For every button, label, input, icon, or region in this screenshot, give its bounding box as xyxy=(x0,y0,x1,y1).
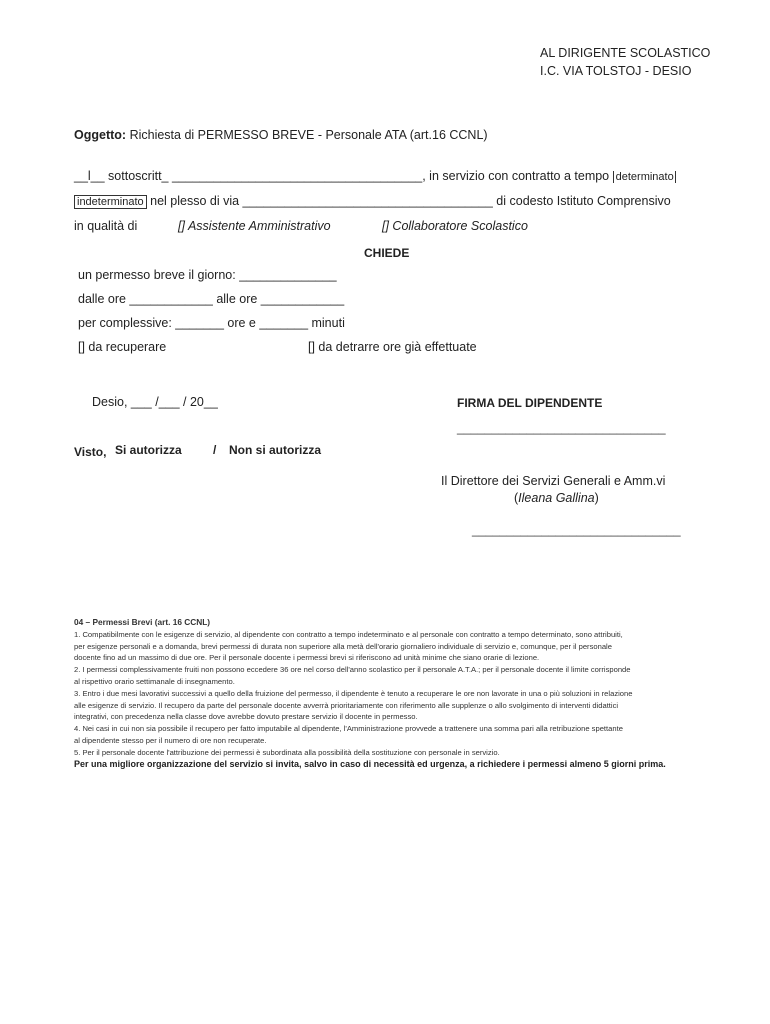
body-line-2 xyxy=(74,194,671,208)
subject-label: Oggetto: xyxy=(74,128,127,142)
body-line-1 xyxy=(74,169,676,183)
slash-separator: / xyxy=(213,443,217,457)
complessive-field[interactable]: per complessive: _______ ore e _______ minuti xyxy=(78,316,345,330)
plesso-blank[interactable]: nel plesso di via ____________________________________ di codesto Istituto Comprensivo xyxy=(150,194,671,208)
option-determinato[interactable]: determinato xyxy=(613,171,676,183)
director-signature-line[interactable]: ______________________________ xyxy=(472,523,681,537)
orario-field[interactable]: dalle ore ____________ alle ore ____________ xyxy=(78,292,345,306)
director-title: Il Direttore dei Servizi Generali e Amm.vi xyxy=(441,474,666,488)
option-indeterminato[interactable]: indeterminato xyxy=(74,195,147,209)
date-field[interactable]: Desio, ___ /___ / 20__ xyxy=(92,395,218,409)
detrarre-checkbox[interactable]: [] da detrarre ore già effettuate xyxy=(308,340,477,354)
giorno-field[interactable]: un permesso breve il giorno: ______________ xyxy=(78,268,337,282)
firma-dipendente-line[interactable]: ______________________________ xyxy=(457,421,666,435)
notes-line: al rispettivo orario settimanale di insegnamento. xyxy=(74,676,235,686)
director-name-line xyxy=(514,491,599,505)
employee-name-blank[interactable]: __l__ sottoscritt_ ____________________________________, in servizio con contratto a tempo xyxy=(74,169,610,183)
si-autorizza-option[interactable]: Si autorizza xyxy=(115,443,182,457)
notes-title: 04 – Permessi Brevi (art. 16 CCNL) xyxy=(74,617,211,627)
role-assistente-checkbox[interactable]: [] Assistente Amministrativo xyxy=(178,219,331,233)
notes-line: 4. Nei casi in cui non sia possibile il recupero per fatto imputabile al dipendente, l'Amministrazione provvede a trattenere una somma pari alla retribuzione spettante xyxy=(74,724,623,734)
notes-line: 1. Compatibilmente con le esigenze di servizio, al dipendente con contratto a tempo indeterminato e al personale con contratto a tempo determinato, sono attribuiti, xyxy=(74,629,623,639)
director-name-open: ( xyxy=(514,491,519,505)
notes-line: alle esigenze di servizio. Il recupero da parte del personale docente avverrà prioritariamente con riferimento alle supplenze o allo svolgimento di interventi didattici xyxy=(74,700,619,710)
role-collaboratore-checkbox[interactable]: [] Collaboratore Scolastico xyxy=(382,219,528,233)
subject-text: Richiesta di PERMESSO BREVE - Personale ATA (art.16 CCNL) xyxy=(129,128,488,142)
notes-line: docente fino ad un massimo di due ore. Per il personale docente i permessi brevi si riferiscono ad unità minime che siano orarie di lezione. xyxy=(74,653,540,663)
recipient-line-1: AL DIRIGENTE SCOLASTICO xyxy=(540,46,711,60)
notes-line: per esigenze personali e a domanda, brevi permessi di durata non superiore alla metà dell'orario giornaliero individuale di servizio e, comunque, per il personale xyxy=(74,641,612,651)
subject-line xyxy=(74,128,488,142)
non-si-autorizza-option[interactable]: Non si autorizza xyxy=(229,443,322,457)
role-label: in qualità di xyxy=(74,219,138,233)
notes-line: integrativi, con precedenza nella classe dove avrebbe dovuto prestare servizio il docente in permesso. xyxy=(74,712,418,722)
director-name-close: ) xyxy=(594,491,599,505)
chiede-heading: CHIEDE xyxy=(364,246,410,260)
notes-line: al dipendente stesso per il numero di ore non recuperate. xyxy=(74,735,267,745)
notes-line: 3. Entro i due mesi lavorativi successivi a quello della fruizione del permesso, il dipendente è tenuto a recuperare le ore non lavorate in una o più soluzioni in relazione xyxy=(74,688,633,698)
visto-label: Visto, xyxy=(74,445,107,459)
recipient-line-2: I.C. VIA TOLSTOJ - DESIO xyxy=(540,64,692,78)
recuperare-checkbox[interactable]: [] da recuperare xyxy=(78,340,167,354)
notes-line: 5. Per il personale docente l'attribuzione dei permessi è subordinata alla possibilità della sostituzione con personale in servizio. xyxy=(74,747,500,757)
regulation-notes xyxy=(74,617,700,769)
notes-final-advice: Per una migliore organizzazione del servizio si invita, salvo in caso di necessità ed urgenza, a richiedere i permessi almeno 5 giorni prima. xyxy=(74,758,666,769)
notes-line: 2. I permessi complessivamente fruiti non possono eccedere 36 ore nel corso dell'anno scolastico per il personale A.T.A.; per il personale docente il limite corrisponde xyxy=(74,665,631,675)
director-name: Ileana Gallina xyxy=(518,491,595,505)
firma-dipendente-label: FIRMA DEL DIPENDENTE xyxy=(457,396,603,410)
